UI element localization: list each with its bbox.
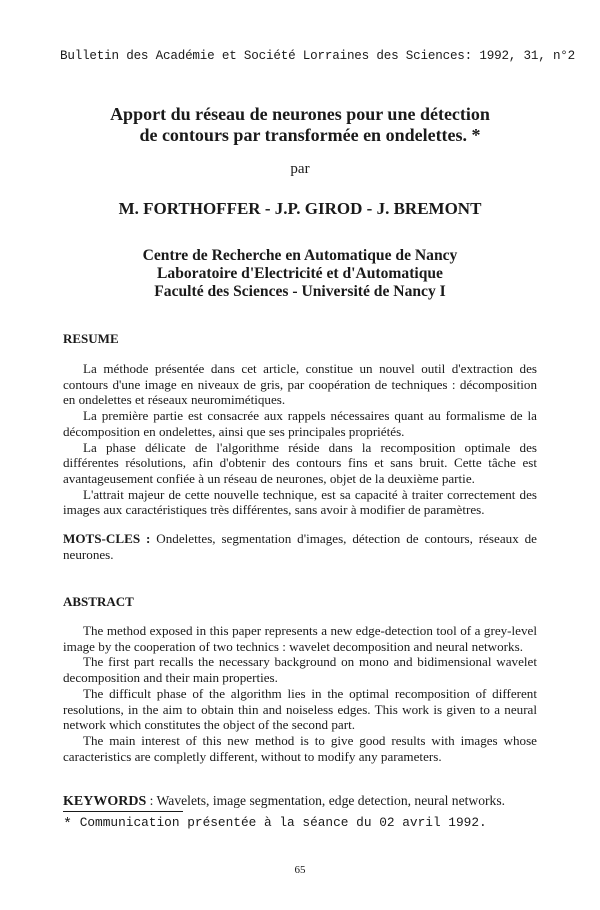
authors: M. FORTHOFFER - J.P. GIROD - J. BREMONT: [118, 199, 482, 218]
keywords-label: KEYWORDS: [63, 794, 147, 809]
abstract-paragraph: The main interest of this new method is to give good results with images whose caracteristics are completly different, without to modify any parameters.: [63, 732, 537, 764]
keywords: [63, 793, 537, 810]
resume-body: [63, 361, 537, 518]
journal-header: Bulletin des Académie et Société Lorraines des Sciences: 1992, 31, n°2: [60, 49, 576, 63]
abstract-paragraph: The first part recalls the necessary background on mono and bidimensional wavelet decomposition and their main properties.: [63, 654, 537, 686]
footnote-text: Communication présentée à la séance du 02 avril 1992.: [72, 815, 487, 830]
affiliation-line-3: Faculté des Sciences - Université de Nancy I: [154, 283, 446, 300]
mots-cles: [63, 531, 537, 562]
title-line-2: de contours par transformée en ondelettes. *: [139, 125, 481, 145]
resume-paragraph: La méthode présentée dans cet article, constitue un nouvel outil d'extraction des contours d'une image en niveaux de gris, par coopération de techniques : décomposition en ondelettes et réseaux neuromimétiques.: [63, 361, 537, 408]
keywords-text: : Wavelets, image segmentation, edge detection, neural networks.: [146, 793, 506, 808]
abstract-paragraph: The difficult phase of the algorithm lies in the optimal recomposition of different resolutions, in the aim to obtain thin and noiseless edges. This work is given to a neural network which constitutes the object of the second part.: [63, 685, 537, 733]
affiliation: [60, 247, 540, 301]
mots-cles-text: Ondelettes, segmentation d'images, détection de contours, réseaux de neurones.: [63, 531, 537, 562]
abstract-body: [63, 623, 537, 764]
page-number: 65: [294, 864, 306, 876]
footnote: [63, 814, 487, 831]
title-line-1: Apport du réseau de neurones pour une détection: [110, 104, 490, 124]
resume-paragraph: La phase délicate de l'algorithme réside dans la recomposition optimale des différentes résolutions, afin d'obtenir des contours fins et sans bruit. Cette tâche est avantageusement confiée à un réseau de neurones, objet de la deuxième partie.: [63, 439, 537, 486]
abstract-heading: ABSTRACT: [63, 594, 134, 609]
affiliation-line-2: Laboratoire d'Electricité et d'Automatique: [157, 265, 443, 282]
footnote-marker: *: [63, 816, 73, 833]
resume-paragraph: La première partie est consacrée aux rappels nécessaires quant au formalisme de la décomposition en ondelettes, ainsi que ses principales propriétés.: [63, 408, 537, 439]
resume-paragraph: L'attrait majeur de cette nouvelle technique, est sa capacité à traiter correctement des images aux caractéristiques très différentes, sans avoir à modifier de paramètres.: [63, 486, 537, 518]
affiliation-line-1: Centre de Recherche en Automatique de Nancy: [142, 247, 458, 264]
abstract-paragraph: The method exposed in this paper represents a new edge-detection tool of a grey-level image by the cooperation of two technics : wavelet decomposition and neural networks.: [63, 623, 537, 654]
by-word: par: [290, 161, 310, 177]
paper-title: [60, 104, 540, 146]
mots-cles-label: MOTS-CLES :: [63, 531, 151, 546]
footnote-rule: [63, 811, 183, 812]
resume-heading: RESUME: [63, 331, 119, 346]
